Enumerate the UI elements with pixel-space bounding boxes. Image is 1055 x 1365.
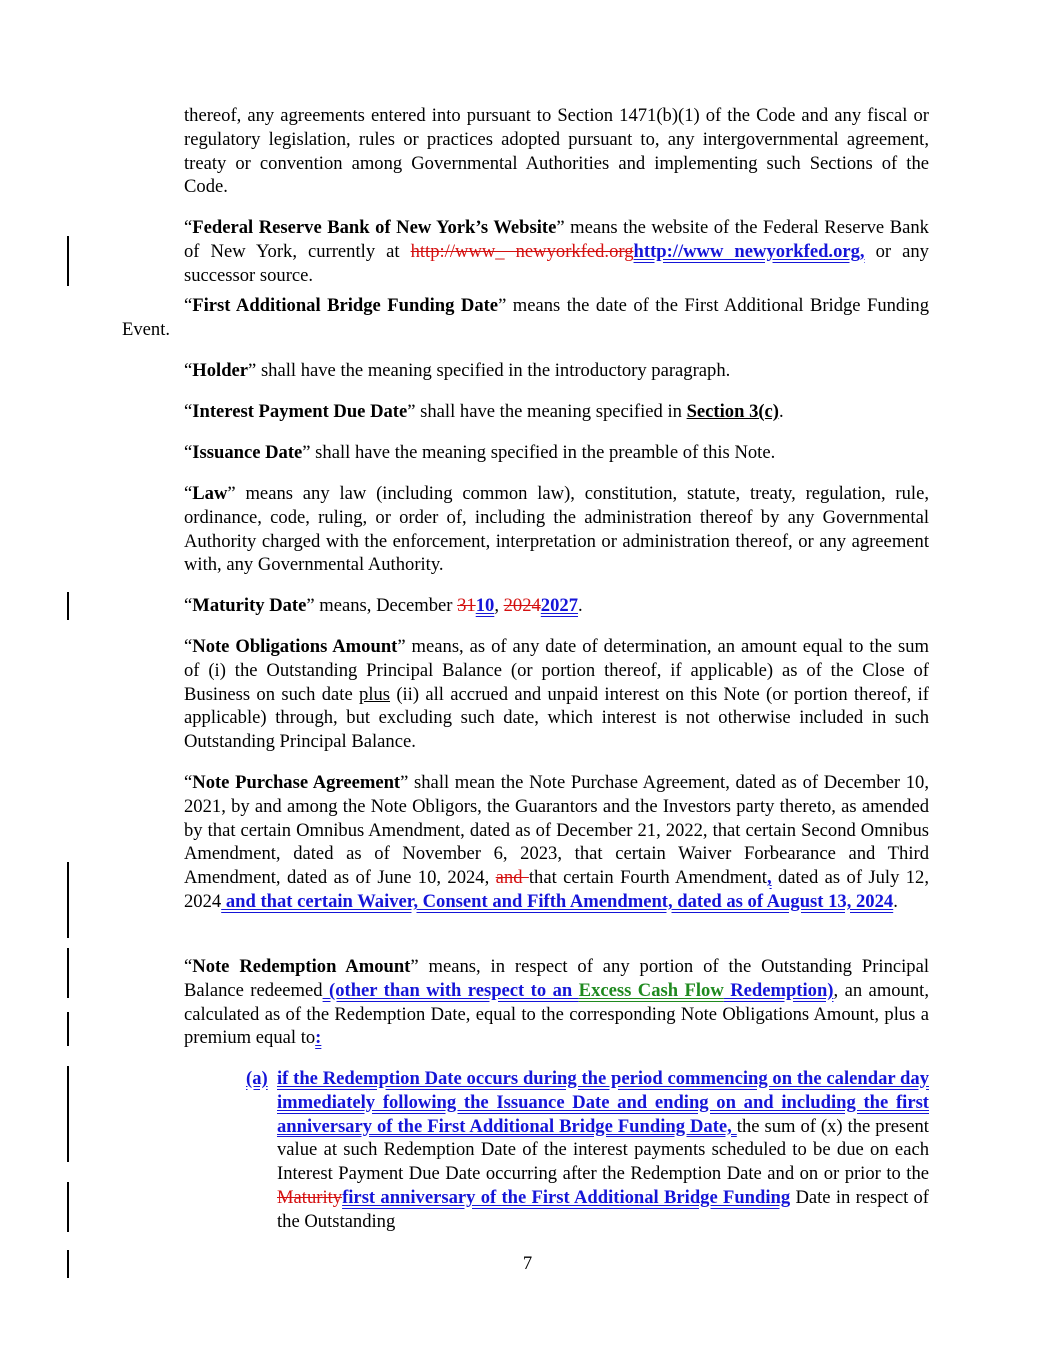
inserted-fifth-amendment: and that certain Waiver, Consent and Fifth Amendment, dated as of August 13, 2024 [221, 890, 894, 912]
definition-law: “Law” means any law (including common law), constitution, statute, treaty, regulation, rule, ordinance, code, ruling, or order of, including the administration thereof by any Governmental Authority charged with the enforcement, interpretation or administration thereof, or any agreement with, any Governmental Authority. [184, 483, 929, 576]
definition-note-purchase-agreement: “Note Purchase Agreement” shall mean the Note Purchase Agreement, dated as of December 10, 2021, by and among the Note Obligors, the Guarantors and the Investors party thereto, as amended by that certain Omnibus Amendment, dated as of December 21, 2022, that certain Second Omnibus Amendment, dated as of November 6, 2023, that certain Waiver Forbearance and Third Amendment, dated as of June 10, 2024, and that certain Fourth Amendment, dated as of July 12, 2024 and that certain Waiver, Consent and Fifth Amendment, dated as of August 13, 2024. [184, 772, 930, 912]
inserted-moved-text: Excess Cash Flow [578, 979, 724, 1001]
underlined-plus: plus [359, 683, 391, 705]
deleted-maturity: Maturity [277, 1186, 343, 1208]
subclause-a: (a) if the Redemption Date occurs during the period commencing on the calendar day immediately following the Issuance Date and ending on and including the first anniversary of the First Additional Bridge Funding Date, the sum of (x) the present value at such Redemption Date of the interest payments scheduled to be due on each Interest Payment Due Date occurring after the Redemption Date and on or prior to the Maturityfirst anniversary of the First Additional Bridge Funding Date in respect of the Outstanding [246, 1068, 929, 1232]
definition-first-bridge-funding-date: “First Additional Bridge Funding Date” means the date of the First Additional Bridge Funding Event. [122, 295, 929, 340]
deleted-and: and [495, 867, 529, 889]
definition-maturity-date: “Maturity Date” means, December 3110, 20242027. [184, 595, 583, 616]
definition-frbny-website: “Federal Reserve Bank of New York’s Website” means the website of the Federal Reserve Bank of New York, currently at http://www_ newyorkfed.orghttp://www newyorkfed.org, or any successor source. [184, 217, 929, 286]
deleted-url: http://www_ newyorkfed.org [410, 240, 634, 262]
defined-term: Federal Reserve Bank of New York’s Website [192, 217, 557, 238]
inserted-text: (other than with respect to an [322, 979, 579, 1001]
defined-term: Law [192, 483, 228, 504]
defined-term: Interest Payment Due Date [192, 401, 408, 422]
inserted-text: if the Redemption Date occurs during the period commencing on the calendar day immediately following the Issuance Date and ending on and including the first anniversary of the First Additional Bridge Funding Date, [277, 1068, 929, 1137]
change-bar [67, 862, 69, 938]
inserted-comma: , [766, 867, 772, 889]
inserted-year: 2027 [540, 595, 578, 616]
inserted-day: 10 [475, 595, 495, 616]
inserted-colon: : [315, 1027, 322, 1049]
change-bar [67, 592, 69, 620]
definition-note-obligations-amount: “Note Obligations Amount” means, as of any date of determination, an amount equal to the sum of (i) the Outstanding Principal Balance (or portion thereof, if applicable) as of the Close of Business on such date plus (ii) all accrued and unpaid interest on this Note (or portion thereof, if applicable) through, but excluding such date, which interest is not otherwise included in such Outstanding Principal Balance. [184, 636, 929, 753]
defined-term: Holder [192, 360, 249, 381]
definition-issuance-date: “Issuance Date” shall have the meaning specified in the preamble of this Note. [184, 442, 776, 463]
deleted-day: 31 [457, 595, 476, 616]
change-bar [67, 948, 69, 998]
change-bar [67, 1182, 69, 1232]
definition-holder: “Holder” shall have the meaning specified in the introductory paragraph. [184, 360, 731, 381]
change-bar [67, 236, 69, 286]
section-reference[interactable]: Section 3(c) [686, 401, 780, 422]
defined-term: Note Redemption Amount [192, 956, 411, 977]
deleted-year: 2024 [503, 595, 541, 616]
change-bar [67, 1066, 69, 1162]
definition-note-redemption-amount: “Note Redemption Amount” means, in respect of any portion of the Outstanding Principal Balance redeemed (other than with respect to an Excess Cash Flow Redemption), an amount, calculated as of the Redemption Date, equal to the corresponding Note Obligations Amount, plus a premium equal to: [184, 956, 929, 1049]
defined-term: Note Purchase Agreement [192, 772, 401, 793]
defined-term: Note Obligations Amount [192, 636, 398, 657]
inserted-url[interactable]: http://www newyorkfed.org, [633, 240, 865, 262]
defined-term: Maturity Date [192, 595, 307, 616]
fatca-continuation-paragraph: thereof, any agreements entered into pursuant to Section 1471(b)(1) of the Code and any fiscal or regulatory legislation, rules or practices adopted pursuant to, any intergovernmental agreement, treaty or convention among Governmental Authorities and implementing such Sections of the Code. [184, 105, 929, 198]
change-bar [67, 1012, 69, 1046]
subclause-label: (a) [246, 1068, 268, 1089]
defined-term: Issuance Date [192, 442, 303, 463]
definition-interest-payment-due-date: “Interest Payment Due Date” shall have the meaning specified in Section 3(c). [184, 401, 784, 422]
defined-term: First Additional Bridge Funding Date [192, 295, 499, 316]
page-number: 7 [522, 1253, 533, 1274]
inserted-text: Redemption) [723, 979, 834, 1001]
inserted-text: first anniversary of the First Additional Bridge Funding [342, 1186, 791, 1208]
